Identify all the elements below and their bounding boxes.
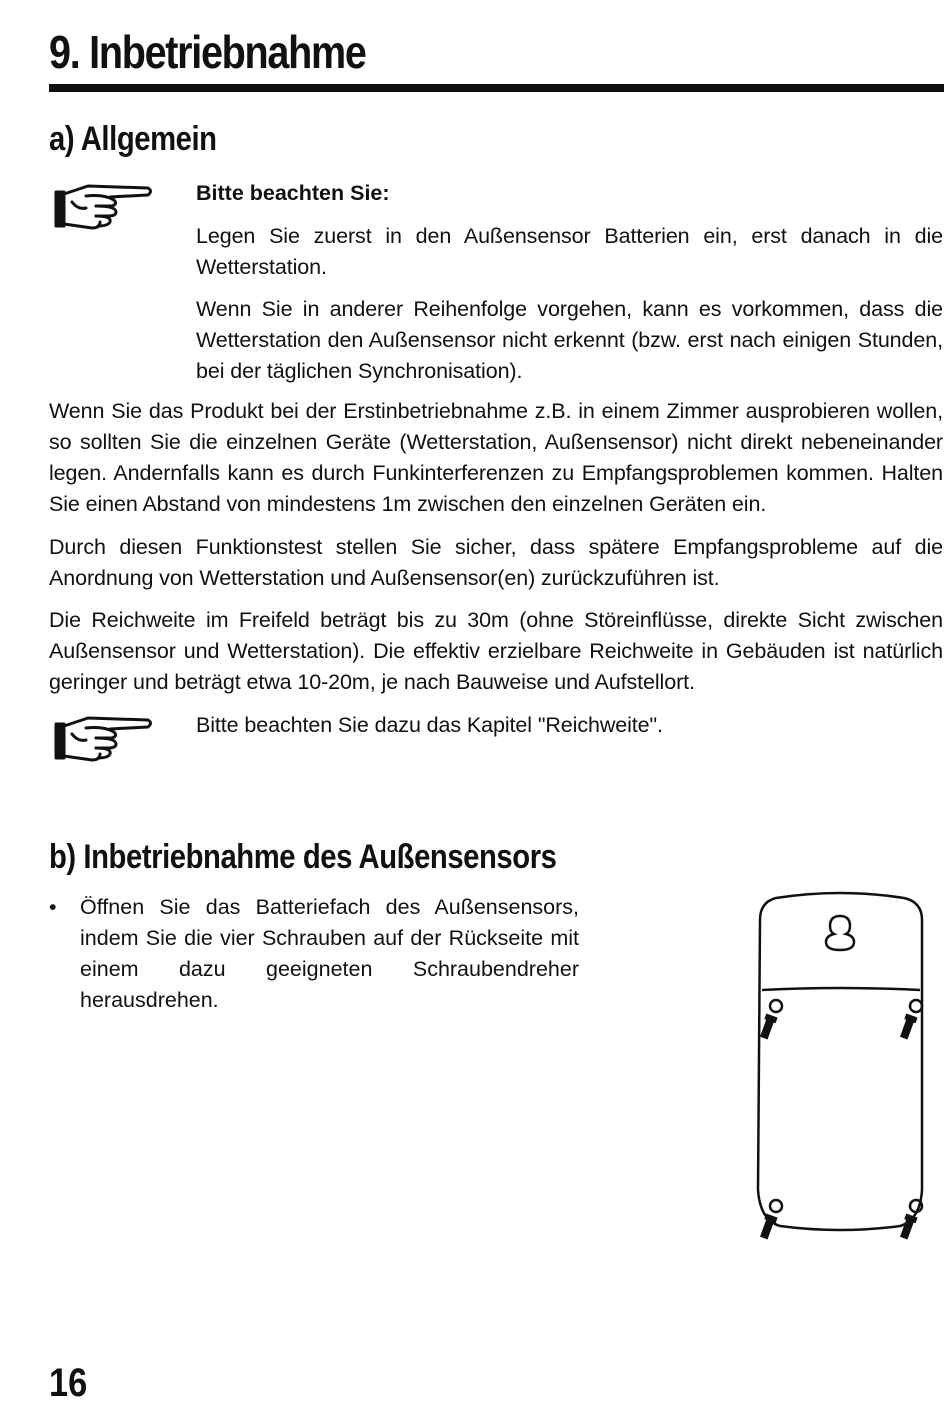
body-paragraph: Durch diesen Funktionstest stellen Sie sicher, dass spätere Empfangsprobleme auf die Anordnung von Wetterstation und Außensensor(en) zurückzuführen ist. [49,535,943,590]
screw-hole [910,1000,922,1012]
screw-icon [899,1015,916,1039]
instruction-list [49,892,579,1016]
screw-icon [759,1215,776,1239]
screw-icon [899,1215,916,1239]
body-paragraph: Die Reichweite im Freifeld beträgt bis zu 30m (ohne Störeinflüsse, direkte Sicht zwischen Außensensor und Wetterstation). Die effektiv erzielbare Reichweite in Gebäuden ist natürlich geringer und beträgt etwa 10-20m, je nach Bauweise und Aufstellort. [49,608,943,694]
bullet-icon: • [49,895,57,919]
sensor-housing [758,893,922,1230]
battery-lid-line [762,988,920,990]
note-title: Bitte beachten Sie: [196,181,390,205]
page-title: 9. Inbetriebnahme [49,26,366,78]
list-item [49,892,579,1016]
pointing-hand-icon [52,182,156,234]
section-heading-general: a) Allgemein [49,120,217,158]
screw-hole [770,1200,782,1212]
page-number: 16 [49,1361,88,1405]
body-paragraph: Wenn Sie das Produkt bei der Erstinbetriebnahme z.B. in einem Zimmer ausprobieren wollen, so sollten Sie die einzelnen Geräte (Wetterstation, Außensensor) nicht direkt nebeneinander legen. Andernfalls kann es durch Funkinterferenzen zu Empfangsproblemen kommen. Halten Sie einen Abstand von mindestens 1m zwischen den einzelnen Geräten ein. [49,399,943,516]
note-paragraph: Legen Sie zuerst in den Außensensor Batterien ein, erst danach in die Wetterstation. [196,224,943,279]
section-heading-sensor: b) Inbetriebnahme des Außensensors [49,838,557,876]
screw-hole [770,1000,782,1012]
screw-icon [759,1015,776,1039]
list-item-text: Öffnen Sie das Batteriefach des Außensensors, indem Sie die vier Schrauben auf der Rückseite mit einem dazu geeigneten Schraubendreher herausdrehen. [80,895,579,1012]
pointing-hand-icon [52,714,156,766]
keyhole [826,916,854,950]
note-reference: Bitte beachten Sie dazu das Kapitel "Reichweite". [196,713,663,737]
sensor-back-illustration [740,890,940,1250]
note-paragraph: Wenn Sie in anderer Reihenfolge vorgehen, kann es vorkommen, dass die Wetterstation den Außensensor nicht erkennt (bzw. erst nach einigen Stunden, bei der täglichen Synchronisation). [196,297,943,383]
title-rule [49,84,944,92]
